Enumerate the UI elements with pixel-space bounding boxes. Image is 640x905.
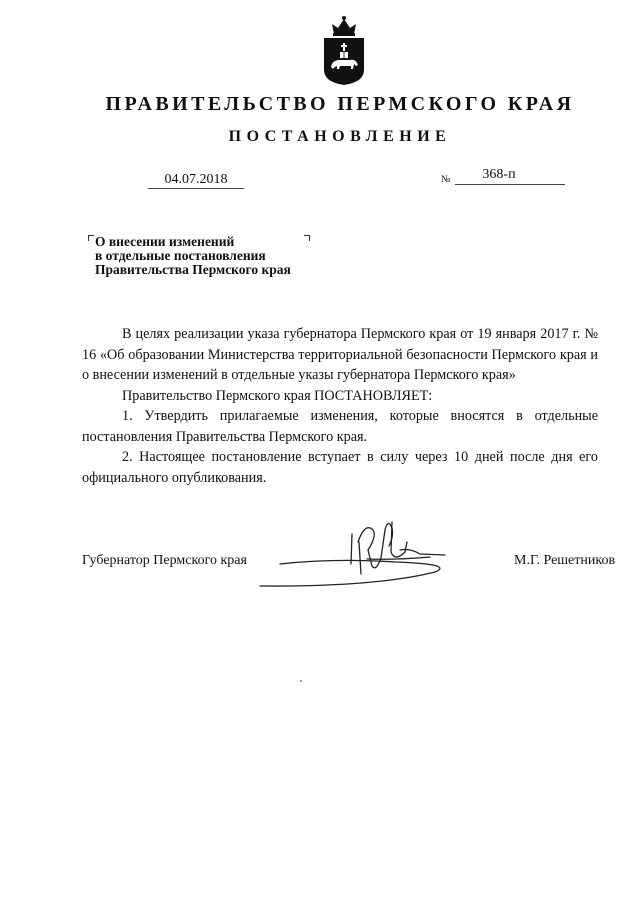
scan-speck	[300, 680, 302, 682]
perm-krai-coat-of-arms-icon	[322, 14, 366, 86]
page-title: ПРАВИТЕЛЬСТВО ПЕРМСКОГО КРАЯ	[105, 93, 575, 115]
handwritten-signature	[255, 502, 455, 597]
body-paragraph: 1. Утвердить прилагаемые изменения, которые вносятся в отдельные постановления Правительства Пермского края.	[82, 408, 598, 445]
document-number: 368-п	[455, 166, 565, 185]
document-date: 04.07.2018	[148, 171, 244, 189]
document-body	[82, 324, 598, 488]
body-paragraph: В целях реализации указа губернатора Пермского края от 19 января 2017 г. № 16 «Об образовании Министерства территориальной безопасности Пермского края и о внесении изменений в отдельные указы губернатора Пермского края»	[82, 326, 598, 383]
subject-bracket-right	[304, 235, 310, 241]
subject-bracket-left	[88, 235, 94, 241]
subject-line: в отдельные постановления	[95, 248, 266, 263]
signatory-name: М.Г. Решетников	[514, 553, 616, 568]
document-subject	[95, 235, 291, 277]
subject-line: О внесении изменений	[95, 234, 235, 249]
signatory-position: Губернатор Пермского края	[82, 553, 247, 568]
document-type: ПОСТАНОВЛЕНИЕ	[228, 128, 452, 145]
number-sign: №	[441, 174, 451, 185]
subject-line: Правительства Пермского края	[95, 262, 291, 277]
body-paragraph: Правительство Пермского края ПОСТАНОВЛЯЕТ:	[122, 387, 433, 404]
body-paragraph: 2. Настоящее постановление вступает в силу через 10 дней после дня его официального опубликования.	[82, 449, 598, 486]
